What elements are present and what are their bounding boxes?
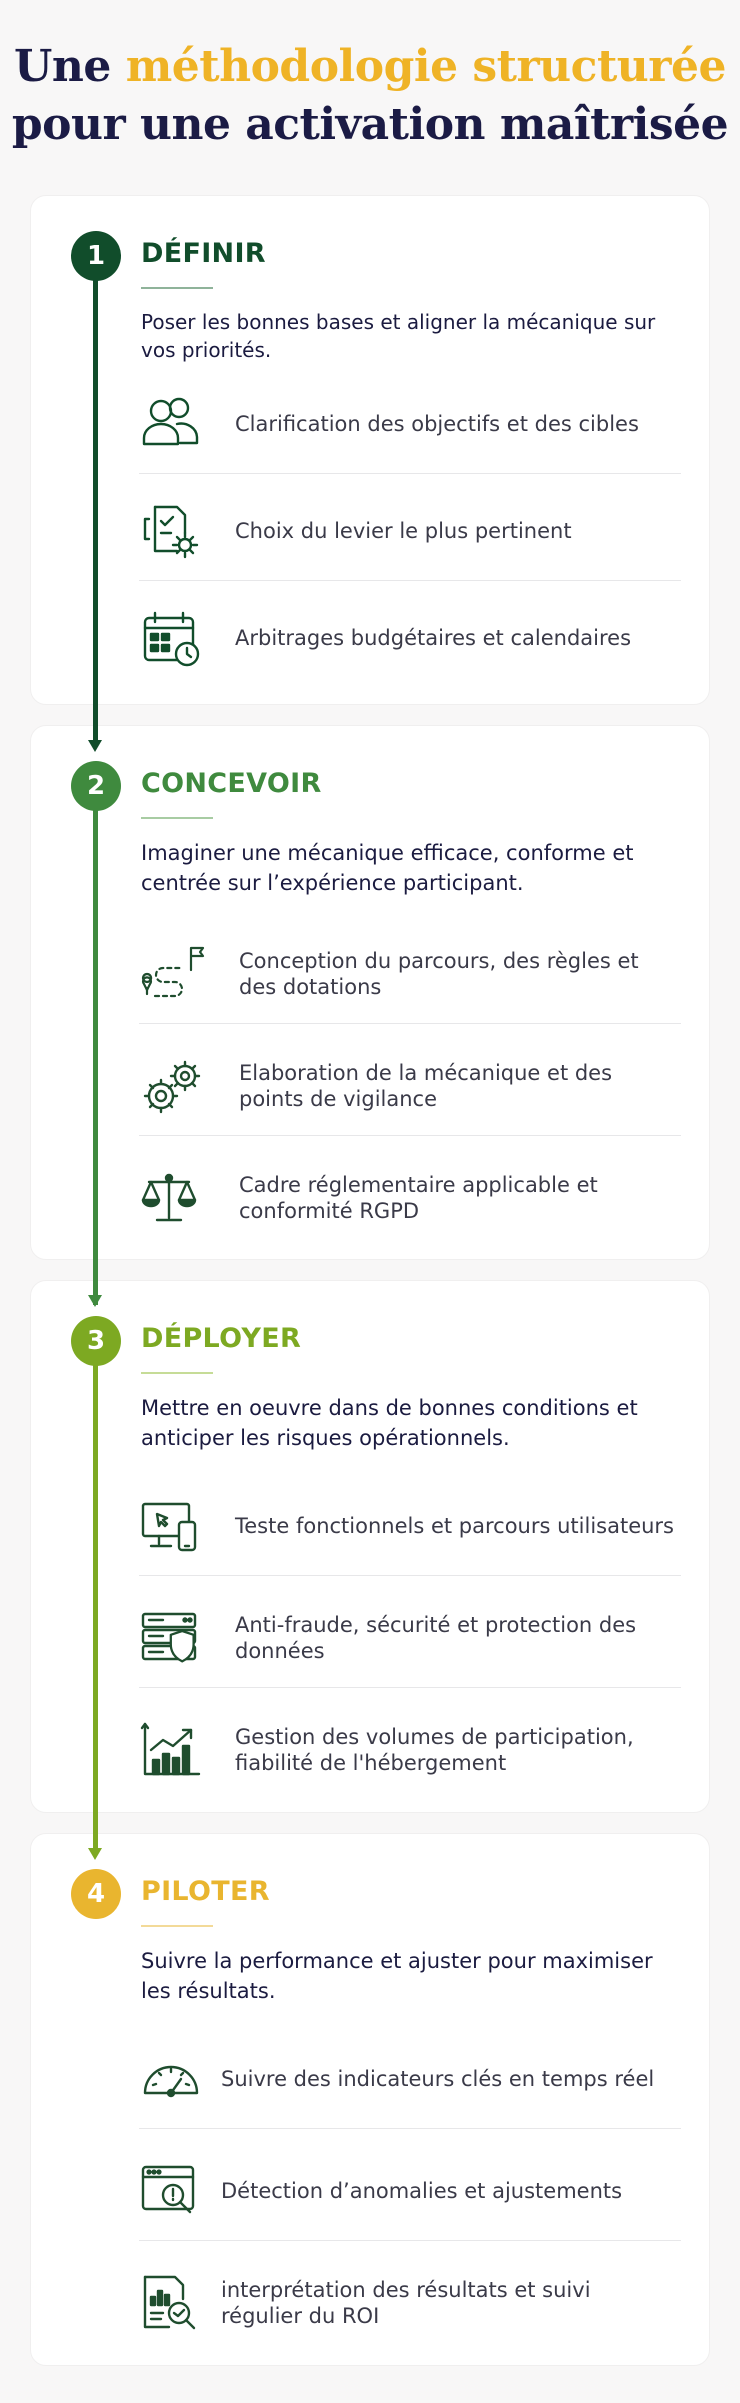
step-title: PILOTER (141, 1876, 270, 1907)
list-item (139, 1148, 681, 1248)
list-item-text: Suivre des indicateurs clés en temps réel (221, 2067, 655, 2091)
step-title: CONCEVOIR (141, 768, 322, 799)
step-subtitle: Mettre en oeuvre dans de bonnes conditions et anticiper les risques opérationnels. (141, 1396, 638, 1450)
step-subtitle: Poser les bonnes bases et aligner la mécanique sur vos priorités. (141, 310, 656, 362)
growth-chart-icon (139, 1720, 205, 1780)
list-item (139, 2141, 681, 2241)
list-item-text: interprétation des résultats et suivi régulier du ROI (221, 2278, 591, 2328)
list-item (139, 1700, 681, 1800)
scales-icon (139, 1168, 205, 1228)
list-item (139, 2029, 681, 2129)
step-subtitle: Suivre la performance et ajuster pour maximiser les résultats. (141, 1949, 653, 2003)
list-item (139, 2253, 681, 2353)
list-item (139, 924, 681, 1024)
list-item-text: Arbitrages budgétaires et calendaires (235, 626, 632, 650)
list-item (139, 1588, 681, 1688)
list-item-text: Teste fonctionnels et parcours utilisateurs (235, 1514, 675, 1538)
report-search-icon (139, 2273, 205, 2333)
step-card-piloter (30, 1833, 710, 2366)
step-number-badge: 4 (71, 1869, 121, 1919)
gears-icon (139, 1056, 205, 1116)
title-highlight: méthodologie structurée (125, 41, 726, 92)
step-number-badge: 2 (71, 761, 121, 811)
checklist-gear-icon (139, 501, 205, 561)
connector-arrow (88, 740, 102, 752)
timeline-connector (93, 810, 98, 1305)
list-item-text: Elaboration de la mécanique et des points de vigilance (239, 1061, 613, 1111)
list-item (139, 1476, 681, 1576)
list-item-text: Cadre réglementaire applicable et conformité RGPD (239, 1173, 598, 1223)
step-number-badge: 3 (71, 1316, 121, 1366)
list-item (139, 588, 681, 688)
list-item-text: Clarification des objectifs et des cibles (235, 412, 639, 436)
title-underline (141, 1372, 213, 1374)
connector-arrow (88, 1295, 102, 1307)
title-line-1 (0, 38, 740, 96)
list-item (139, 481, 681, 581)
server-shield-icon (139, 1608, 205, 1668)
list-item (139, 374, 681, 474)
title-underline (141, 287, 213, 289)
list-item-text: Conception du parcours, des règles et des dotations (239, 949, 639, 999)
step-title: DÉFINIR (141, 238, 266, 269)
devices-icon (139, 1496, 205, 1556)
title-underline (141, 817, 213, 819)
timeline-connector (93, 280, 98, 740)
speedometer-icon (139, 2049, 205, 2109)
list-item-text: Choix du levier le plus pertinent (235, 519, 572, 543)
title-word: Une (14, 41, 111, 92)
page-title (0, 38, 740, 154)
step-card-definir (30, 195, 710, 705)
list-item-text: Gestion des volumes de participation, fiabilité de l'hébergement (235, 1725, 634, 1775)
list-item-text: Détection d’anomalies et ajustements (221, 2179, 623, 2203)
step-title: DÉPLOYER (141, 1323, 302, 1354)
title-underline (141, 1925, 213, 1927)
step-number-badge: 1 (71, 231, 121, 281)
list-item-text: Anti-fraude, sécurité et protection des données (235, 1613, 637, 1663)
list-item (139, 1036, 681, 1136)
calendar-clock-icon (139, 608, 205, 668)
title-line-2: pour une activation maîtrisée (11, 99, 729, 150)
connector-arrow (88, 1848, 102, 1860)
timeline-connector (93, 1365, 98, 1848)
users-icon (139, 394, 205, 454)
route-flag-icon (139, 944, 205, 1004)
step-card-deployer (30, 1280, 710, 1813)
step-subtitle: Imaginer une mécanique efficace, conforme et centrée sur l’expérience participant. (141, 841, 634, 895)
step-card-concevoir (30, 725, 710, 1260)
window-alert-icon (139, 2161, 205, 2221)
